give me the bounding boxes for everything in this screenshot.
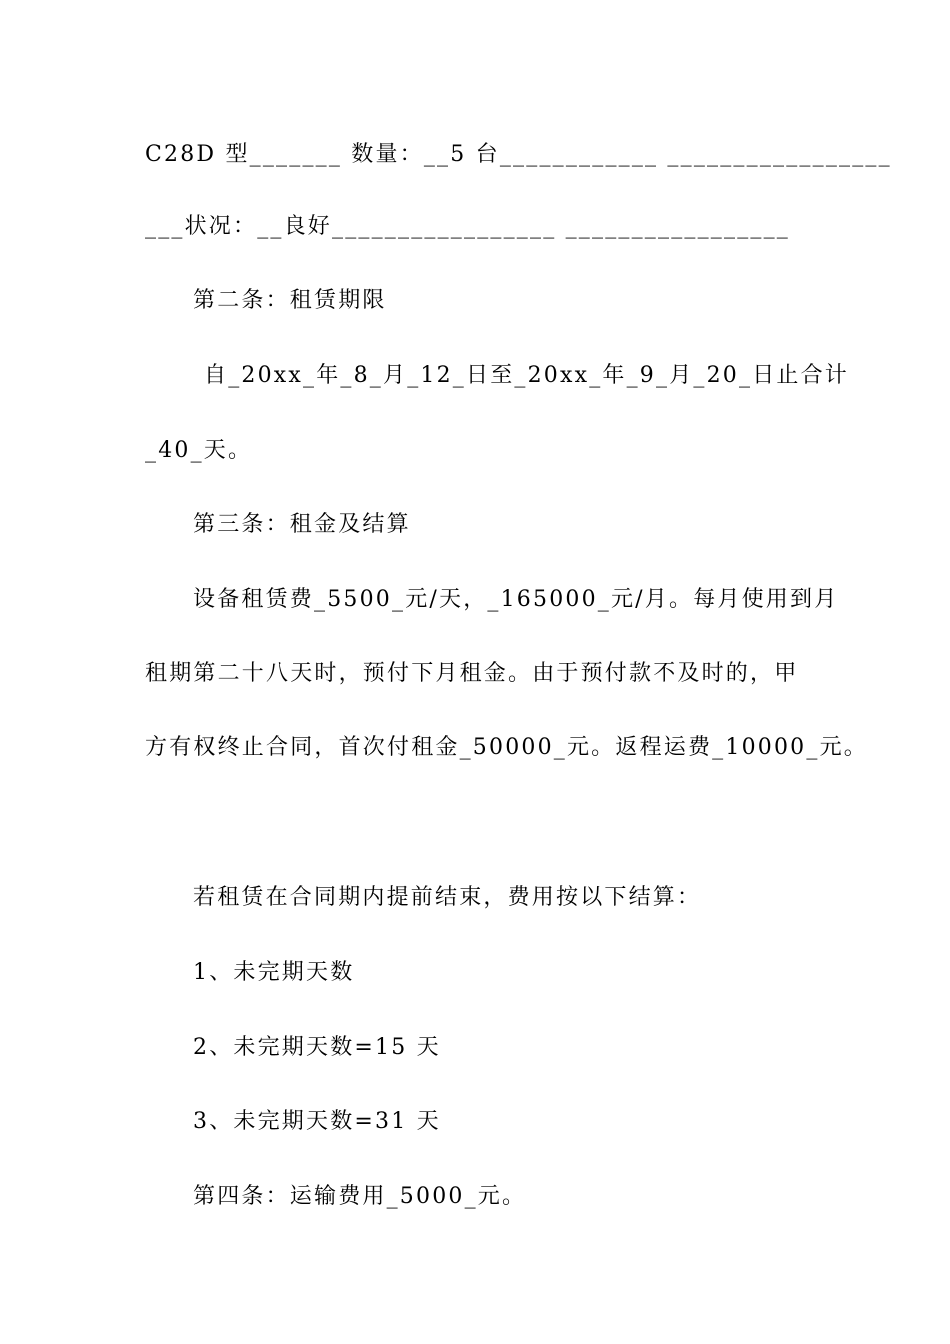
article-three-heading: 第三条：租金及结算 [193,512,411,537]
settlement-item-2: 2、未完期天数=15 天 [193,1035,441,1060]
lease-days-line: _40_天。 [145,438,253,463]
prepayment-line: 租期第二十八天时，预付下月租金。由于预付款不及时的，甲 [145,661,799,686]
lease-period-line: 自_20xx_年_8_月_12_日至_20xx_年_9_月_20_日止合计 [204,363,850,388]
rent-fee-line: 设备租赁费_5500_元/天，_165000_元/月。每月使用到月 [193,587,839,612]
early-termination-line: 若租赁在合同期内提前结束，费用按以下结算： [193,885,702,910]
equipment-quantity-line: C28D 型_______ 数量：__5 台____________ _________________ [145,142,892,167]
article-four-heading: 第四条：运输费用_5000_元。 [193,1184,527,1209]
termination-payment-line: 方有权终止合同，首次付租金_50000_元。返程运费_10000_元。 [145,735,868,760]
article-two-heading: 第二条：租赁期限 [193,288,387,313]
settlement-item-3: 3、未完期天数=31 天 [193,1109,441,1134]
equipment-condition-line: ___状况：__良好_________________ _________________ [145,214,790,239]
settlement-item-1: 1、未完期天数 [193,960,355,985]
